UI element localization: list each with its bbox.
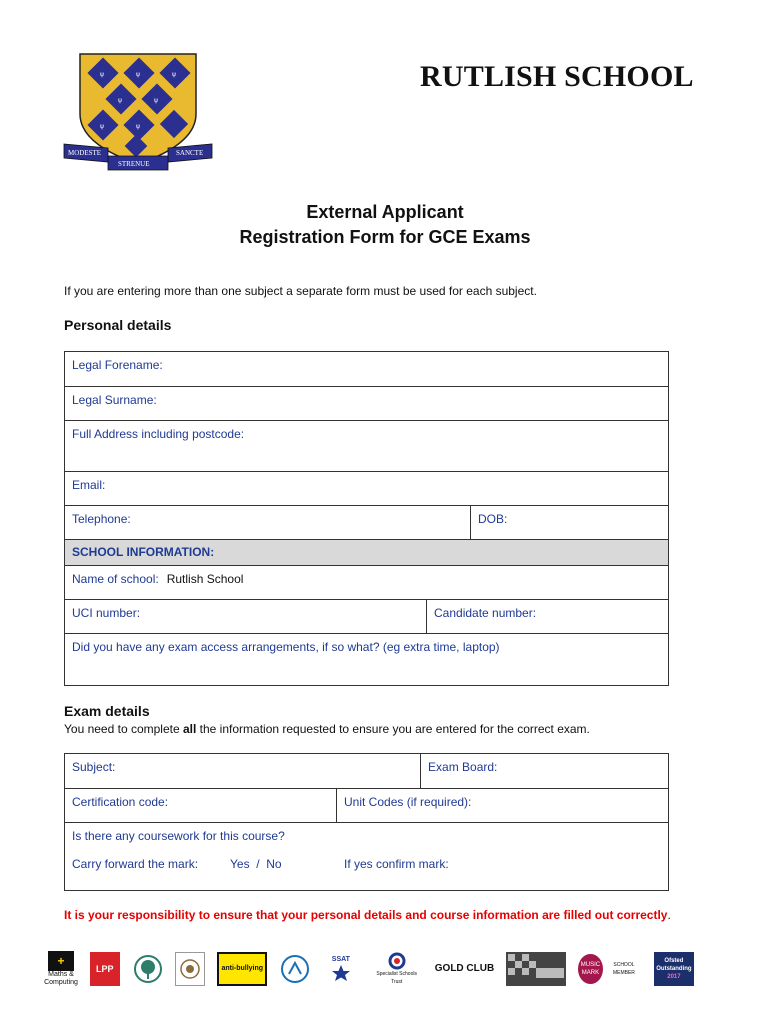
svg-text:ψ: ψ	[136, 123, 140, 130]
accreditation-logos	[44, 950, 694, 988]
personal-details-table	[64, 351, 669, 686]
crest-motto-2: STRENUE	[118, 160, 150, 168]
yes-no-option[interactable]: Yes / No	[230, 857, 282, 871]
email-field[interactable]: Email:	[65, 472, 669, 506]
school-name-label: Name of school:	[72, 572, 159, 586]
tree-logo	[132, 952, 164, 986]
coursework-question: Is there any coursework for this course?	[72, 829, 285, 843]
responsibility-warning: It is your responsibility to ensure that your personal details and course information are filled out correctly.	[64, 908, 671, 922]
school-name-value: Rutlish School	[166, 572, 244, 586]
school-crest-logo	[58, 52, 218, 180]
svg-text:ψ: ψ	[100, 71, 104, 78]
svg-text:ψ: ψ	[136, 71, 140, 78]
maths-computing-logo: + Maths & Computing	[44, 952, 78, 986]
svg-text:ψ: ψ	[172, 71, 176, 78]
coursework-field[interactable]	[65, 823, 669, 891]
uci-field[interactable]: UCI number:	[65, 600, 427, 634]
form-title-line2: Registration Form for GCE Exams	[239, 227, 531, 247]
intro-text: If you are entering more than one subject a separate form must be used for each subject.	[64, 284, 537, 298]
lpp-logo: LPP	[90, 952, 120, 986]
anti-bullying-logo: anti-bullying	[217, 952, 267, 986]
candidate-number-field[interactable]: Candidate number:	[427, 600, 669, 634]
svg-text:ψ: ψ	[100, 123, 104, 130]
award-certificate-logo	[175, 952, 205, 986]
svg-text:ψ: ψ	[154, 97, 158, 104]
school-name-field[interactable]	[65, 566, 669, 600]
sports-logo	[279, 952, 311, 986]
surname-field[interactable]: Legal Surname:	[65, 387, 669, 421]
carry-forward-label: Carry forward the mark:	[72, 857, 199, 871]
subject-field[interactable]: Subject:	[65, 754, 421, 789]
form-title-line1: External Applicant	[306, 202, 464, 222]
svg-text:ψ: ψ	[118, 97, 122, 104]
checkerboard-logo	[506, 952, 566, 986]
address-field[interactable]: Full Address including postcode:	[65, 421, 669, 472]
exam-details-table	[64, 753, 669, 891]
crest-motto-1: MODESTE	[68, 149, 102, 157]
certification-code-field[interactable]: Certification code:	[65, 789, 337, 823]
specialist-schools-logo: Specialist Schools Trust	[371, 952, 423, 986]
school-information-header: SCHOOL INFORMATION:	[65, 540, 669, 566]
exam-details-heading: Exam details	[64, 703, 150, 719]
exam-details-note: You need to complete all the information requested to ensure you are entered for the correct exam.	[64, 722, 590, 736]
gold-club-logo: GOLD CLUB	[434, 963, 495, 974]
access-arrangements-field[interactable]: Did you have any exam access arrangements, if so what? (eg extra time, laptop)	[65, 634, 669, 686]
personal-details-heading: Personal details	[64, 317, 172, 333]
ofsted-logo: Ofsted Outstanding 2017	[654, 952, 694, 986]
unit-codes-field[interactable]: Unit Codes (if required):	[337, 789, 669, 823]
dob-field[interactable]: DOB:	[471, 506, 669, 540]
ssat-logo: SSAT	[323, 952, 359, 986]
school-name: RUTLISH SCHOOL	[420, 60, 694, 93]
crest-motto-3: SANCTE	[176, 149, 204, 157]
confirm-mark-label: If yes confirm mark:	[344, 857, 449, 871]
music-mark-logo: MUSIC MARK SCHOOL MEMBER	[578, 952, 642, 986]
exam-board-field[interactable]: Exam Board:	[421, 754, 669, 789]
forename-field[interactable]: Legal Forename:	[65, 352, 669, 387]
telephone-field[interactable]: Telephone:	[65, 506, 471, 540]
